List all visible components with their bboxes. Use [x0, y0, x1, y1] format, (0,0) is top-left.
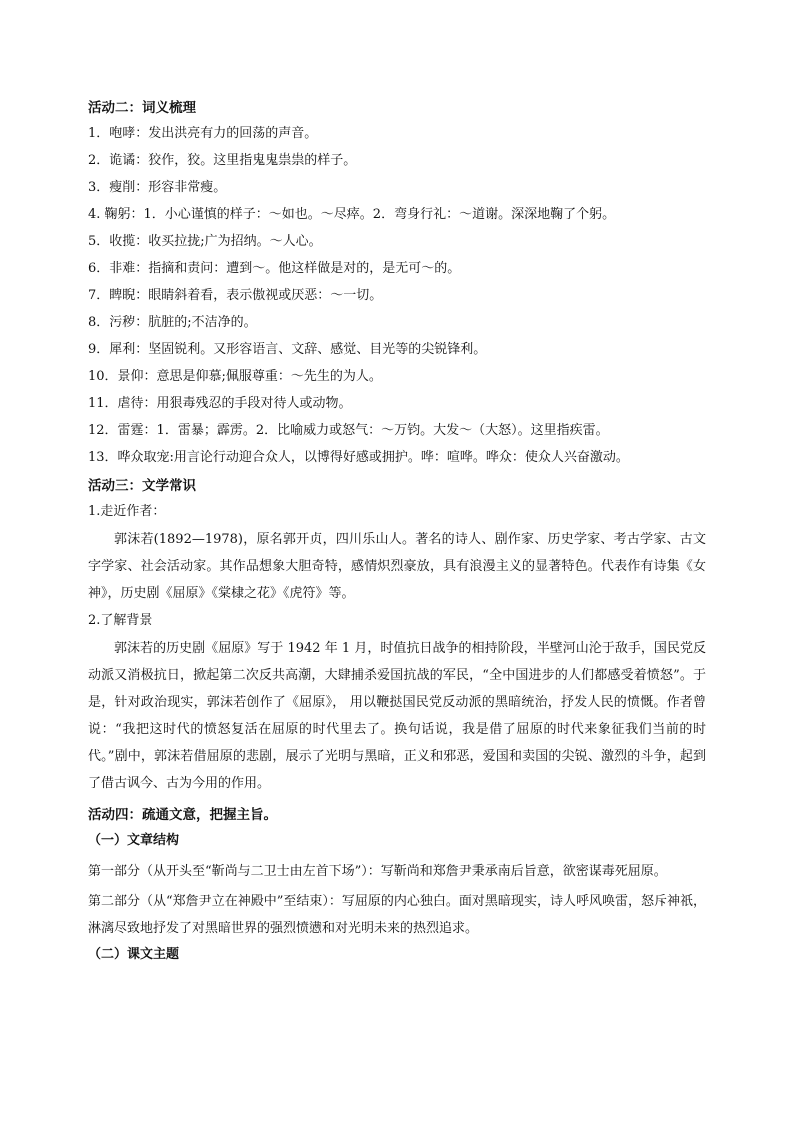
author-paragraph: 郭沫若(1892—1978)，原名郭开贞，四川乐山人。著名的诗人、剧作家、历史学家、考古学家、古文字学家、社会活动家。其作品想象大胆奇特，感情炽烈豪放，具有浪漫主义的显著特色。代表作有诗集《女神》，历史剧《屈原》《棠棣之花》《虎符》等。 [88, 532, 706, 601]
vocab-item: 9．犀利：坚固锐利。又形容语言、文辞、感觉、目光等的尖锐锋利。 [88, 342, 487, 357]
structure-part-1: 第一部分（从开头至“靳尚与二卫士由左首下场”）：写靳尚和郑詹尹秉承南后旨意，欲密谋毒死屈原。 [88, 864, 667, 879]
activity3-heading: 活动三：文学常识 [88, 478, 196, 494]
background-label: 2.了解背景 [88, 613, 153, 628]
activity3-section [88, 476, 706, 797]
vocab-item: 8．污秽：肮脏的;不洁净的。 [88, 315, 257, 330]
activity2-heading: 活动二：词义梳理 [88, 100, 196, 116]
vocab-item: 6．非难：指摘和责问：遭到～。他这样做是对的，是无可～的。 [88, 261, 461, 276]
vocab-item: 2．诡谲：狡作，狡。这里指鬼鬼祟祟的样子。 [88, 153, 357, 168]
vocab-item: 13．哗众取宠:用言论行动迎合众人，以博得好感或拥护。哗：喧哗。哗众：使众人兴奋激动。 [88, 450, 629, 465]
vocab-item: 3．瘦削：形容非常瘦。 [88, 180, 227, 195]
activity2-section [88, 98, 706, 468]
activity4-section [88, 805, 706, 965]
vocab-item: 1．咆哮：发出洪亮有力的回荡的声音。 [88, 126, 318, 141]
structure-part-2: 第二部分（从“郑詹尹立在神殿中”至结束）：写屈原的内心独白。面对黑暗现实，诗人呼风唤雷，怒斥神祇，淋漓尽致地抒发了对黑暗世界的强烈愤懑和对光明未来的热烈追求。 [88, 894, 706, 936]
activity4-heading: 活动四：疏通文意，把握主旨。 [88, 807, 277, 823]
vocab-item: 4. 鞠躬：1．小心谨慎的样子：～如也。～尽瘁。2．弯身行礼：～道谢。深深地鞠了个躬。 [88, 207, 616, 222]
theme-heading: （二）课文主题 [88, 947, 180, 962]
vocab-item: 12．雷霆：1．雷暴；霹雳。2．比喻威力或怒气：～万钧。大发～（大怒）。这里指疾雷。 [88, 423, 609, 438]
vocab-item: 5．收揽：收买拉拢;广为招纳。～人心。 [88, 234, 322, 249]
author-label: 1.走近作者： [88, 504, 166, 519]
structure-heading: （一）文章结构 [88, 833, 180, 848]
vocab-item: 7．睥睨：眼睛斜着看，表示傲视或厌恶：～一切。 [88, 288, 383, 303]
background-paragraph: 郭沫若的历史剧《屈原》写于 1942 年 1 月，时值抗日战争的相持阶段，半壁河山沦于敌手，国民党反动派又消极抗日，掀起第二次反共高潮，大肆捕杀爱国抗战的军民，“全中国进步的人们都感受着愤怒”。于是，针对政治现实，郭沫若创作了《屈原》， 用以鞭挞国民党反动派的黑暗统治，抒发人民的愤慨。作者曾说：“我把这时代的愤怒复活在屈原的时代里去了。换句话说，我是借了屈原的时代来象征我们当前的时代。”剧中，郭沫若借屈原的悲剧，展示了光明与黑暗，正义和邪恶，爱国和卖国的尖锐、激烈的斗争，起到了借古讽今、古为今用的作用。 [88, 641, 706, 791]
vocab-item: 10．景仰：意思是仰慕;佩服尊重：～先生的为人。 [88, 369, 382, 384]
vocab-item: 11．虐待：用狠毒残忍的手段对待人或动物。 [88, 396, 352, 411]
